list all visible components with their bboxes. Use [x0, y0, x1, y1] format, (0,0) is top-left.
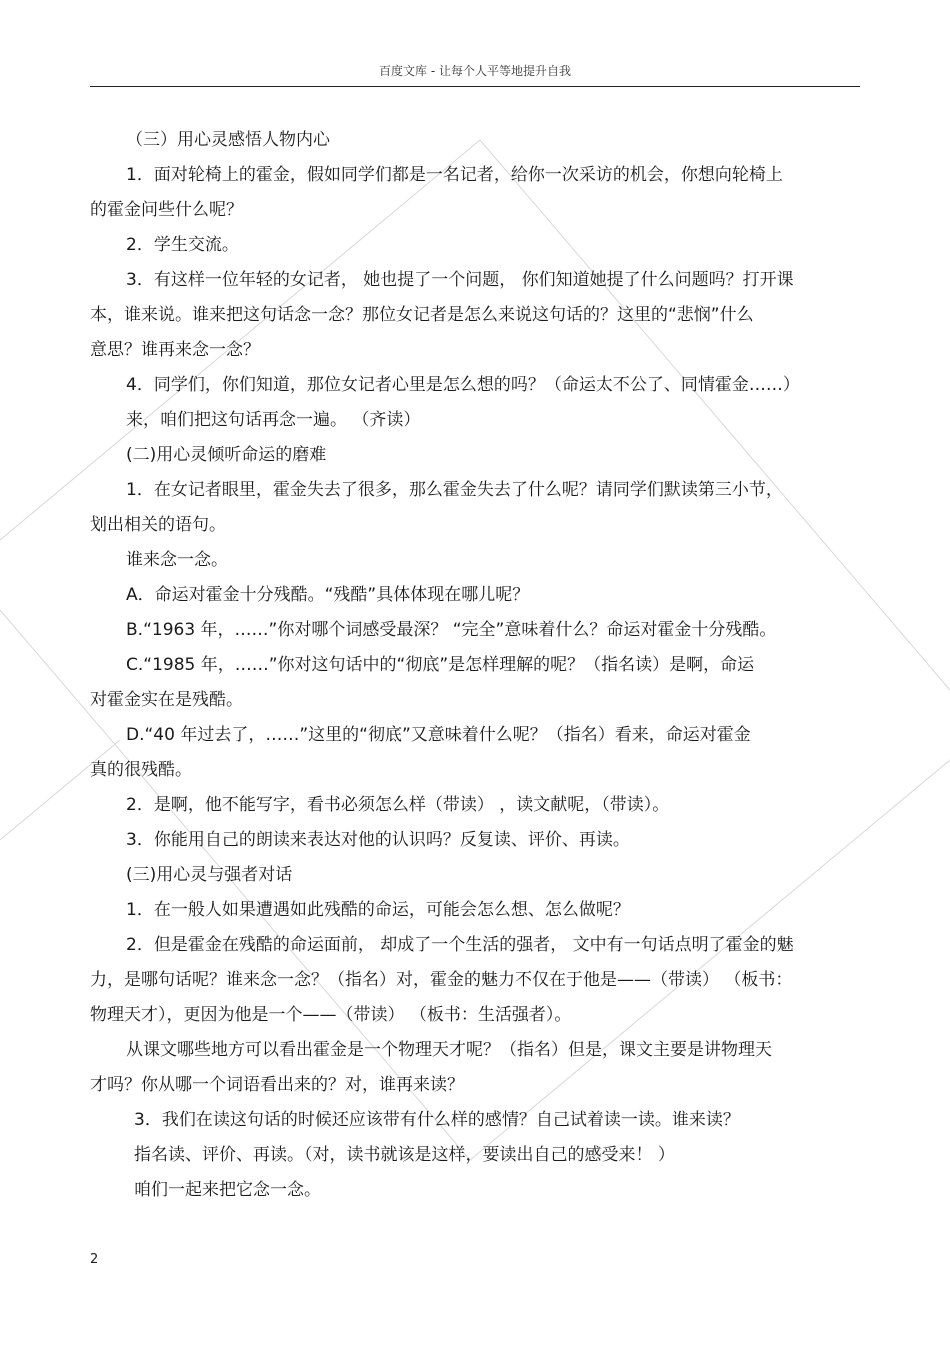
paragraph-line: B.“1963 年，……”你对哪个词感受最深？ “完全”意味着什么？命运对霍金十分残酷。 — [126, 620, 777, 640]
section-heading: （三）用心灵感悟人物内心 — [126, 130, 330, 150]
page-header: 百度文库 - 让每个人平等地提升自我 — [379, 64, 571, 78]
paragraph-line: 对霍金实在是残酷。 — [90, 690, 243, 710]
paragraph-line: 咱们一起来把它念一念。 — [134, 1180, 321, 1200]
paragraph-line: 1．在女记者眼里，霍金失去了很多，那么霍金失去了什么呢？请同学们默读第三小节， — [126, 480, 783, 500]
paragraph-line: 物理天才），更因为他是一个——（带读） （板书：生活强者）。 — [90, 1005, 572, 1025]
section-heading: (二)用心灵倾听命运的磨难 — [126, 445, 327, 465]
paragraph-line: C.“1985 年，……”你对这句话中的“彻底”是怎样理解的呢？（指名读）是啊，命运 — [126, 655, 755, 675]
paragraph-line: 意思？谁再来念一念？ — [90, 340, 260, 360]
paragraph-line: 1．面对轮椅上的霍金，假如同学们都是一名记者，给你一次采访的机会，你想向轮椅上 — [126, 165, 783, 185]
paragraph-line: 3．我们在读这句话的时候还应该带有什么样的感情？自己试着读一读。谁来读？ — [134, 1110, 740, 1130]
paragraph-line: 划出相关的语句。 — [90, 515, 226, 535]
section-heading: (三)用心灵与强者对话 — [126, 865, 293, 885]
paragraph-line: 来，咱们把这句话再念一遍。 （齐读） — [126, 410, 421, 430]
paragraph-line: 3．你能用自己的朗读来表达对他的认识吗？反复读、评价、再读。 — [126, 830, 630, 850]
header-divider — [90, 86, 860, 87]
paragraph-line: 力，是哪句话呢？谁来念一念？（指名）对，霍金的魅力不仅在于他是——（带读） （板书： — [90, 970, 793, 990]
paragraph-line: 本，谁来说。谁来把这句话念一念？那位女记者是怎么来说这句话的？这里的“悲悯”什么 — [90, 305, 754, 325]
paragraph-line: 2．是啊，他不能写字，看书必须怎么样（带读） ，读文献呢，（带读）。 — [126, 795, 670, 815]
paragraph-line: 3．有这样一位年轻的女记者， 她也提了一个问题， 你们知道她提了什么问题吗？打开课 — [126, 270, 794, 290]
paragraph-line: D.“40 年过去了，……”这里的“彻底”又意味着什么呢？（指名）看来，命运对霍金 — [126, 725, 751, 745]
paragraph-line: 从课文哪些地方可以看出霍金是一个物理天才呢？（指名）但是，课文主要是讲物理天 — [126, 1040, 772, 1060]
paragraph-line: 指名读、评价、再读。（对，读书就该是这样，要读出自己的感受来！ ） — [134, 1145, 675, 1165]
paragraph-line: 2．但是霍金在残酷的命运面前， 却成了一个生活的强者， 文中有一句话点明了霍金的魅 — [126, 935, 794, 955]
paragraph-line: 的霍金问些什么呢？ — [90, 200, 243, 220]
document-body — [90, 123, 860, 1208]
paragraph-line: 2．学生交流。 — [126, 235, 239, 255]
paragraph-line: 4．同学们，你们知道，那位女记者心里是怎么想的吗？（命运太不公了、同情霍金……） — [126, 375, 800, 395]
paragraph-line: 谁来念一念。 — [126, 550, 228, 570]
paragraph-line: 真的很残酷。 — [90, 760, 192, 780]
paragraph-line: 才吗？你从哪一个词语看出来的？对，谁再来读？ — [90, 1075, 464, 1095]
paragraph-line: 1．在一般人如果遭遇如此残酷的命运，可能会怎么想、怎么做呢？ — [126, 900, 630, 920]
paragraph-line: A．命运对霍金十分残酷。“残酷”具体体现在哪儿呢？ — [126, 585, 530, 605]
page-number: 2 — [90, 1252, 99, 1267]
